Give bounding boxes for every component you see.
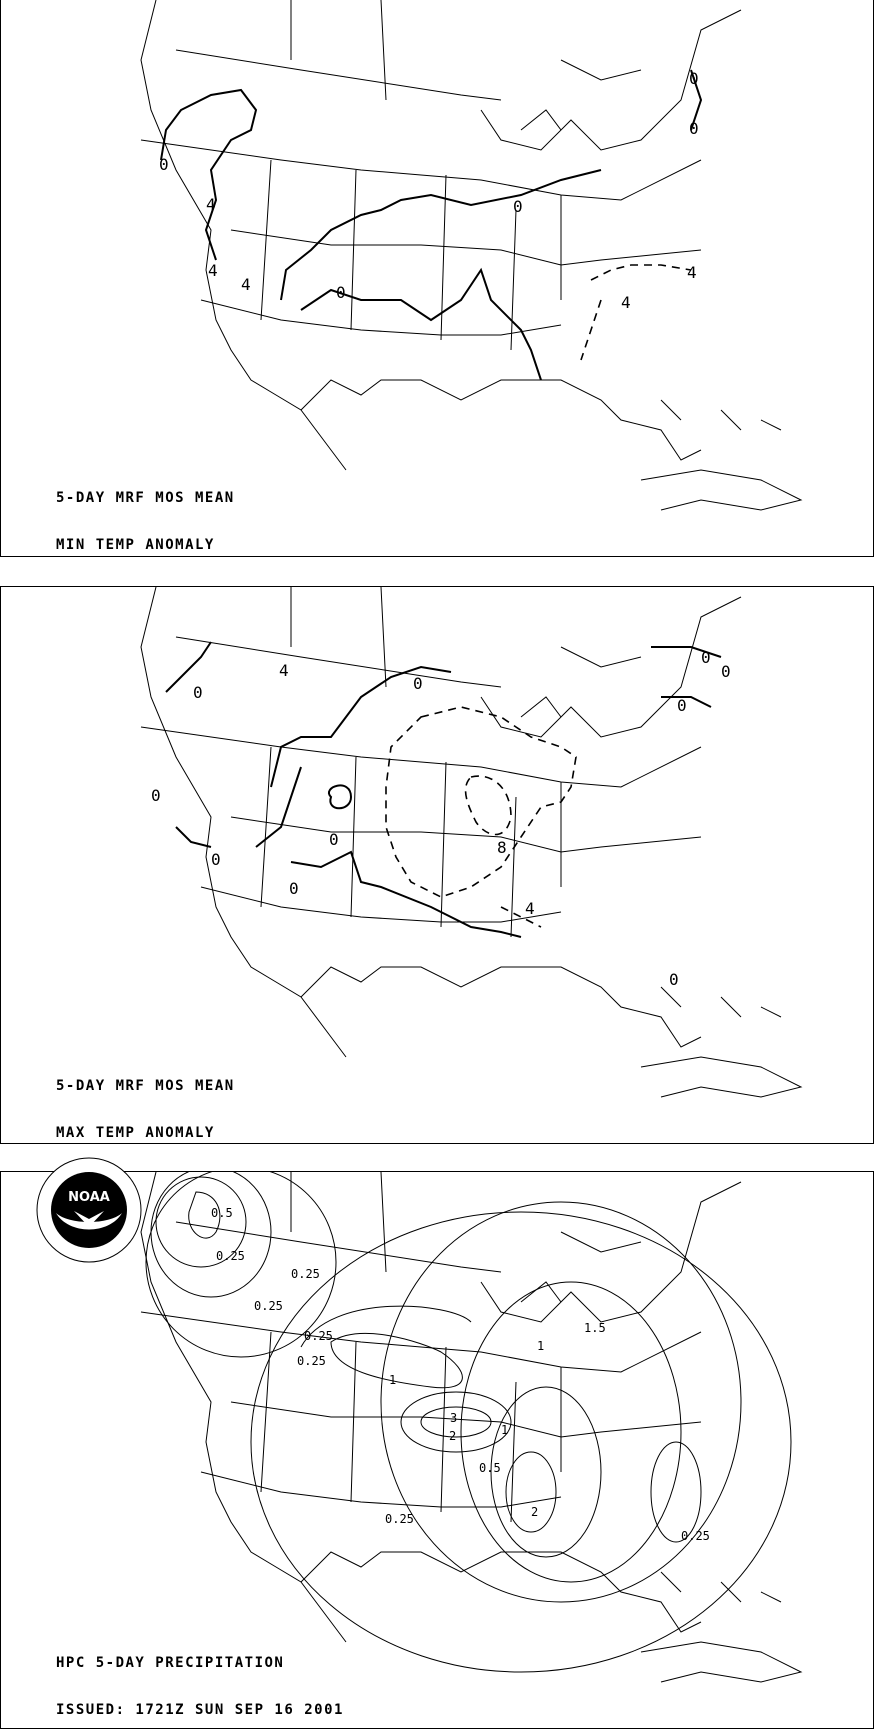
contour-label: 0.25 [385,1512,414,1526]
caption-line: MIN TEMP ANOMALY [56,536,215,553]
noaa-logo-icon [34,1155,144,1265]
contour-label: 2 [449,1429,457,1443]
contour-label: 0 [721,662,731,681]
contours [166,642,721,937]
contour-label: 0 [151,786,161,805]
contour-label: 1 [537,1339,545,1353]
contour-label: 0 [193,683,203,702]
contour-label: 0 [689,119,699,138]
precip-caption [56,1625,344,1729]
map-borders [141,0,801,510]
caption-line: HPC 5-DAY PRECIPITATION [56,1655,285,1671]
contour-label: 4 [279,661,289,680]
contour-label: 0 [211,850,221,869]
contour-label: 1.5 [584,1321,606,1335]
contour-label: 0.25 [254,1299,283,1313]
contour-label: 0 [413,674,423,693]
max-temp-panel [0,586,874,1144]
contour-label: 4 [208,261,218,280]
contour-label: 8 [497,838,507,857]
contour-label: 4 [241,275,251,294]
caption-line: MAX TEMP ANOMALY [56,1124,215,1141]
contour-label: 0 [701,648,711,667]
contour-label: 0.25 [297,1354,326,1368]
contour-label: 4 [687,263,697,282]
contour-label: 1 [389,1373,397,1387]
contour-label: 0 [336,283,346,302]
precip-contours [146,1172,791,1672]
contour-label: 0.25 [681,1529,710,1543]
caption-line: 5-DAY MRF MOS MEAN [56,490,235,506]
contour-label: 0 [669,970,679,989]
contour-label: 0 [689,69,699,88]
contour-label: 0 [513,197,523,216]
contour-label: 0.5 [479,1461,501,1475]
logo-text: NOAA [68,1190,110,1205]
contours [161,70,701,380]
contour-label: 0.25 [291,1267,320,1281]
contour-label: 0.25 [304,1329,333,1343]
contour-label: 0 [289,879,299,898]
contour-label: 0 [677,696,687,715]
contour-label: 0 [159,155,169,174]
contour-label: 4 [525,899,535,918]
contour-label: 0.25 [216,1249,245,1263]
contour-label: 4 [206,195,216,214]
contour-labels [159,69,699,312]
min-temp-caption [56,460,344,557]
max-temp-caption [56,1048,344,1144]
contour-label: 0 [329,830,339,849]
contour-label: 0.5 [211,1206,233,1220]
contour-label: 2 [531,1505,539,1519]
contour-label: 1 [501,1423,509,1437]
contour-label: 3 [450,1411,458,1425]
min-temp-panel [0,0,874,557]
caption-line: 5-DAY MRF MOS MEAN [56,1078,235,1094]
contour-label: 4 [621,293,631,312]
caption-line: ISSUED: 1721Z SUN SEP 16 2001 [56,1701,344,1718]
